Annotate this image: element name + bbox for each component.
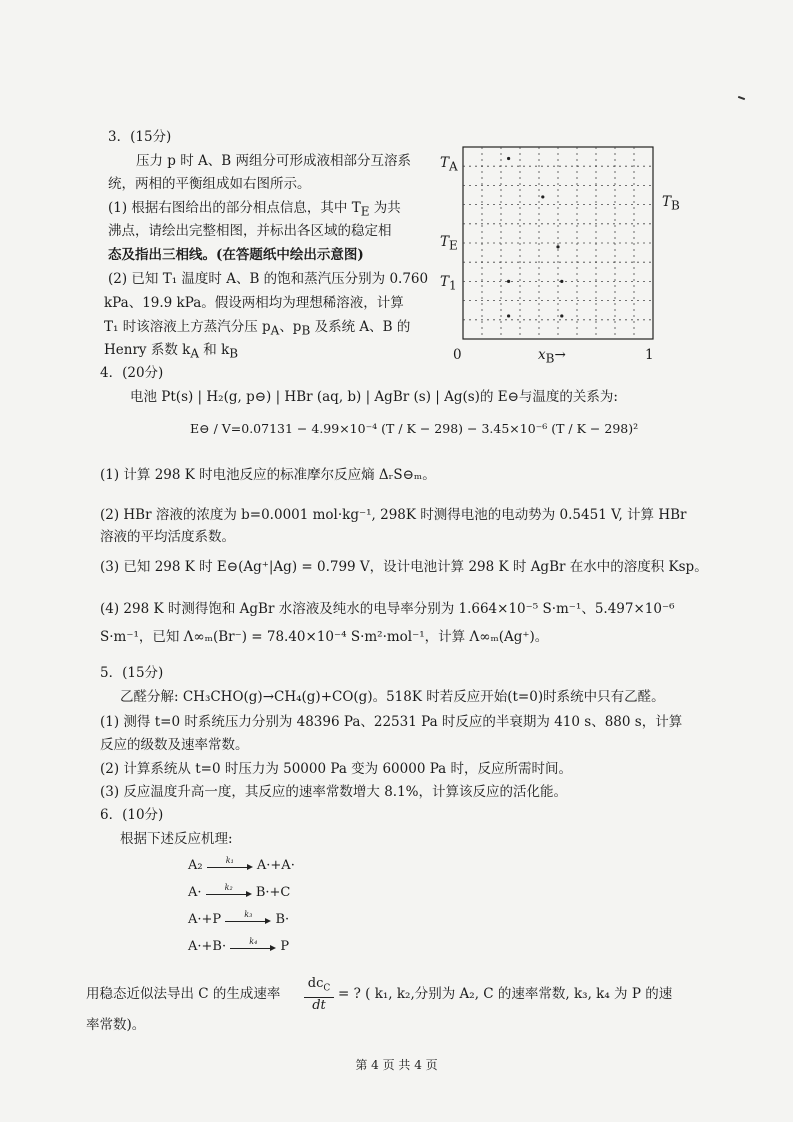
q3-line-4: 沸点，请绘出完整相图，并标出各区域的稳定相 — [108, 223, 392, 239]
q4-part-3: (3) 已知 298 K 时 E⊖(Ag⁺|Ag) = 0.799 V，设计电池计算 298 K 时 AgBr 在水中的溶度积 Ksp。 — [100, 559, 708, 575]
mechanism-step-3: A·+P k₃ B· — [188, 909, 290, 927]
q6-header: 6．(10分) — [100, 807, 164, 823]
phase-point — [556, 245, 559, 248]
phase-point — [560, 280, 563, 283]
reaction-arrow: k₃ — [225, 913, 271, 927]
q6-question-c: 率常数)。 — [86, 1017, 146, 1033]
q3-line-2: 统，两相的平衡组成如右图所示。 — [108, 176, 311, 192]
label-TA: $T_A$ — [440, 155, 458, 174]
q3-line-8: T₁ 时该溶液上方蒸汽分压 $p_A$、$p_B$ 及系统 A、B 的 — [104, 319, 411, 338]
q3-line-6: (2) 已知 T₁ 温度时 A、B 的饱和蒸汽压分别为 0.760 — [108, 271, 429, 287]
q5-part-2: (2) 计算系统从 t=0 时压力为 50000 Pa 变为 60000 Pa 时，反应所需时间。 — [100, 761, 573, 777]
phase-diagram-grid — [430, 140, 680, 370]
label-T1: $T_1$ — [440, 274, 457, 293]
phase-point — [507, 314, 510, 317]
label-TE: $T_E$ — [440, 234, 458, 253]
q5-header: 5．(15分) — [100, 665, 164, 681]
mechanism-step-2: A· k₂ B·+C — [188, 882, 291, 900]
x-axis-zero: 0 — [453, 347, 462, 363]
rate-fraction — [304, 976, 334, 1014]
q5-intro: 乙醛分解: CH₃CHO(g)→CH₄(g)+CO(g)。518K 时若反应开始(t=0)时系统中只有乙醛。 — [120, 689, 665, 705]
phase-point — [507, 157, 510, 160]
x-axis-one: 1 — [645, 347, 654, 363]
phase-point — [541, 195, 544, 198]
q6-question-a: 用稳态近似法导出 C 的生成速率 — [86, 986, 281, 1002]
q4-part-4b: S·m⁻¹，已知 Λ∞ₘ(Br⁻) = 78.40×10⁻⁴ S·m²·mol⁻¹，计算 Λ∞ₘ(Ag⁺)。 — [100, 629, 549, 645]
page-footer: 第 4 页 共 4 页 — [355, 1058, 438, 1072]
q4-header: 4．(20分) — [100, 365, 164, 381]
q4-equation: E⊖ / V=0.07131 − 4.99×10⁻⁴ (T / K − 298) − 3.45×10⁻⁶ (T / K − 298)² — [190, 421, 639, 436]
q5-part-3: (3) 反应温度升高一度，其反应的速率常数增大 8.1%，计算该反应的活化能。 — [100, 784, 568, 800]
rate-numerator: $dc_C$ — [304, 976, 334, 998]
scan-speck — [738, 96, 745, 100]
q4-intro: 电池 Pt(s) | H₂(g, p⊖) | HBr (aq, b) | AgBr (s) | Ag(s)的 E⊖与温度的关系为: — [130, 389, 618, 405]
q3-line-5: 态及指出三相线。(在答题纸中绘出示意图) — [108, 247, 364, 263]
reaction-arrow: k₄ — [230, 940, 276, 954]
rate-denominator: dt — [312, 997, 326, 1013]
q6-intro: 根据下述反应机理: — [120, 831, 233, 847]
reaction-arrow: k₂ — [206, 886, 252, 900]
phase-point — [560, 314, 563, 317]
q4-part-1: (1) 计算 298 K 时电池反应的标准摩尔反应熵 ΔᵣS⊖ₘ。 — [100, 467, 436, 483]
reaction-arrow: k₁ — [207, 859, 253, 873]
q4-part-2b: 溶液的平均活度系数。 — [100, 529, 235, 545]
q3-line-3: (1) 根据右图给出的部分相点信息，其中 $T_E$ 为共 — [108, 200, 401, 219]
x-axis-label: $x_B\to$ — [538, 347, 566, 366]
q3-header: 3．(15分) — [108, 129, 172, 145]
q4-part-2a: (2) HBr 溶液的浓度为 b=0.0001 mol·kg⁻¹, 298K 时测得电池的电动势为 0.5451 V, 计算 HBr — [100, 507, 687, 523]
phase-diagram — [430, 140, 680, 370]
phase-point — [507, 280, 510, 283]
q5-part-1a: (1) 测得 t=0 时系统压力分别为 48396 Pa、22531 Pa 时反应的半衰期为 410 s、880 s，计算 — [100, 714, 683, 730]
q3-line-7: kPa、19.9 kPa。假设两相均为理想稀溶液，计算 — [104, 295, 404, 311]
q4-part-4a: (4) 298 K 时测得饱和 AgBr 水溶液及纯水的电导率分别为 1.664×10⁻⁵ S·m⁻¹、5.497×10⁻⁶ — [100, 601, 675, 617]
mechanism-step-1: A₂ k₁ A·+A· — [188, 855, 295, 873]
label-TB: $T_B$ — [662, 194, 680, 213]
q3-line-9: Henry 系数 $k_A$ 和 $k_B$ — [104, 342, 239, 361]
mechanism-step-4: A·+B· k₄ P — [188, 936, 290, 954]
q3-line-1: 压力 p 时 A、B 两组分可形成液相部分互溶系 — [136, 153, 411, 169]
q5-part-1b: 反应的级数及速率常数。 — [100, 737, 249, 753]
q6-question-b: = ? ( k₁, k₂,分别为 A₂, C 的速率常数, k₃, k₄ 为 P 的速 — [338, 986, 673, 1002]
